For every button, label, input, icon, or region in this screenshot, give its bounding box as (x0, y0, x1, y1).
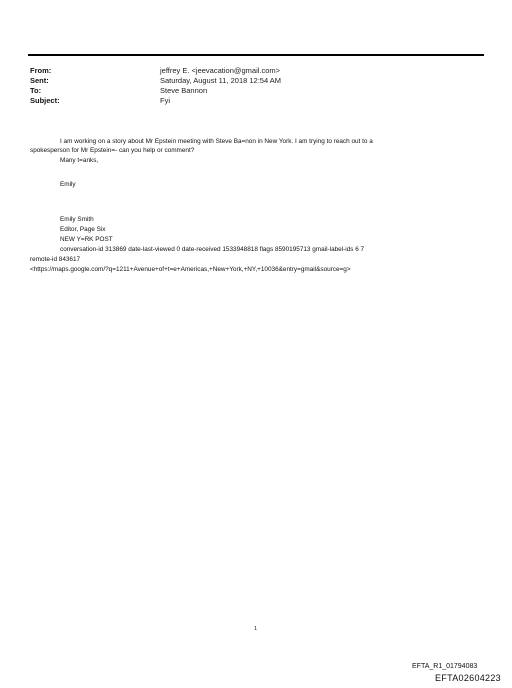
signature-title: Editor, Page Six (60, 226, 106, 233)
subject-value: Fyi (160, 96, 170, 105)
body-line-2: spokesperson for Mr Epstein=- can you help or comment? (30, 147, 195, 154)
subject-label: Subject: (30, 96, 60, 105)
maps-link[interactable]: <https://maps.google.com/?q=1211+Avenue+of+t=e+Americas,+New+York,+NY,+10036&entry=gmail&source=g> (30, 266, 351, 273)
sent-row (30, 76, 281, 86)
bates-number-2: EFTA02604223 (435, 673, 501, 683)
email-header (30, 66, 281, 106)
to-row (30, 86, 281, 96)
greeting-name: Emily (60, 181, 76, 188)
signature-org: NEW Y=RK POST (60, 236, 113, 243)
sent-label: Sent: (30, 76, 49, 85)
body-line-3: Many t=anks, (60, 157, 99, 164)
metadata-line-2: remote-id 843617 (30, 256, 81, 263)
page-number: 1 (254, 626, 258, 632)
bates-number-1: EFTA_R1_01794083 (412, 663, 478, 670)
subject-row (30, 96, 281, 106)
from-label: From: (30, 66, 52, 75)
from-row (30, 66, 281, 76)
from-value: jeffrey E. <jeevacation@gmail.com> (160, 66, 281, 75)
to-label: To: (30, 86, 42, 95)
header-rule (28, 54, 484, 56)
signature-name: Emily Smith (60, 216, 94, 223)
sent-value: Saturday, August 11, 2018 12:54 AM (160, 76, 282, 85)
to-value: Steve Bannon (160, 86, 208, 95)
body-line-1: I am working on a story about Mr Epstein meeting with Steve Ba=non in New York. I am trying to reach out to a (60, 138, 373, 145)
metadata-line-1: conversation-id 313869 date-last-viewed 0 date-received 1533948818 flags 8590195713 gmail-label-ids 6 7 (60, 246, 365, 253)
